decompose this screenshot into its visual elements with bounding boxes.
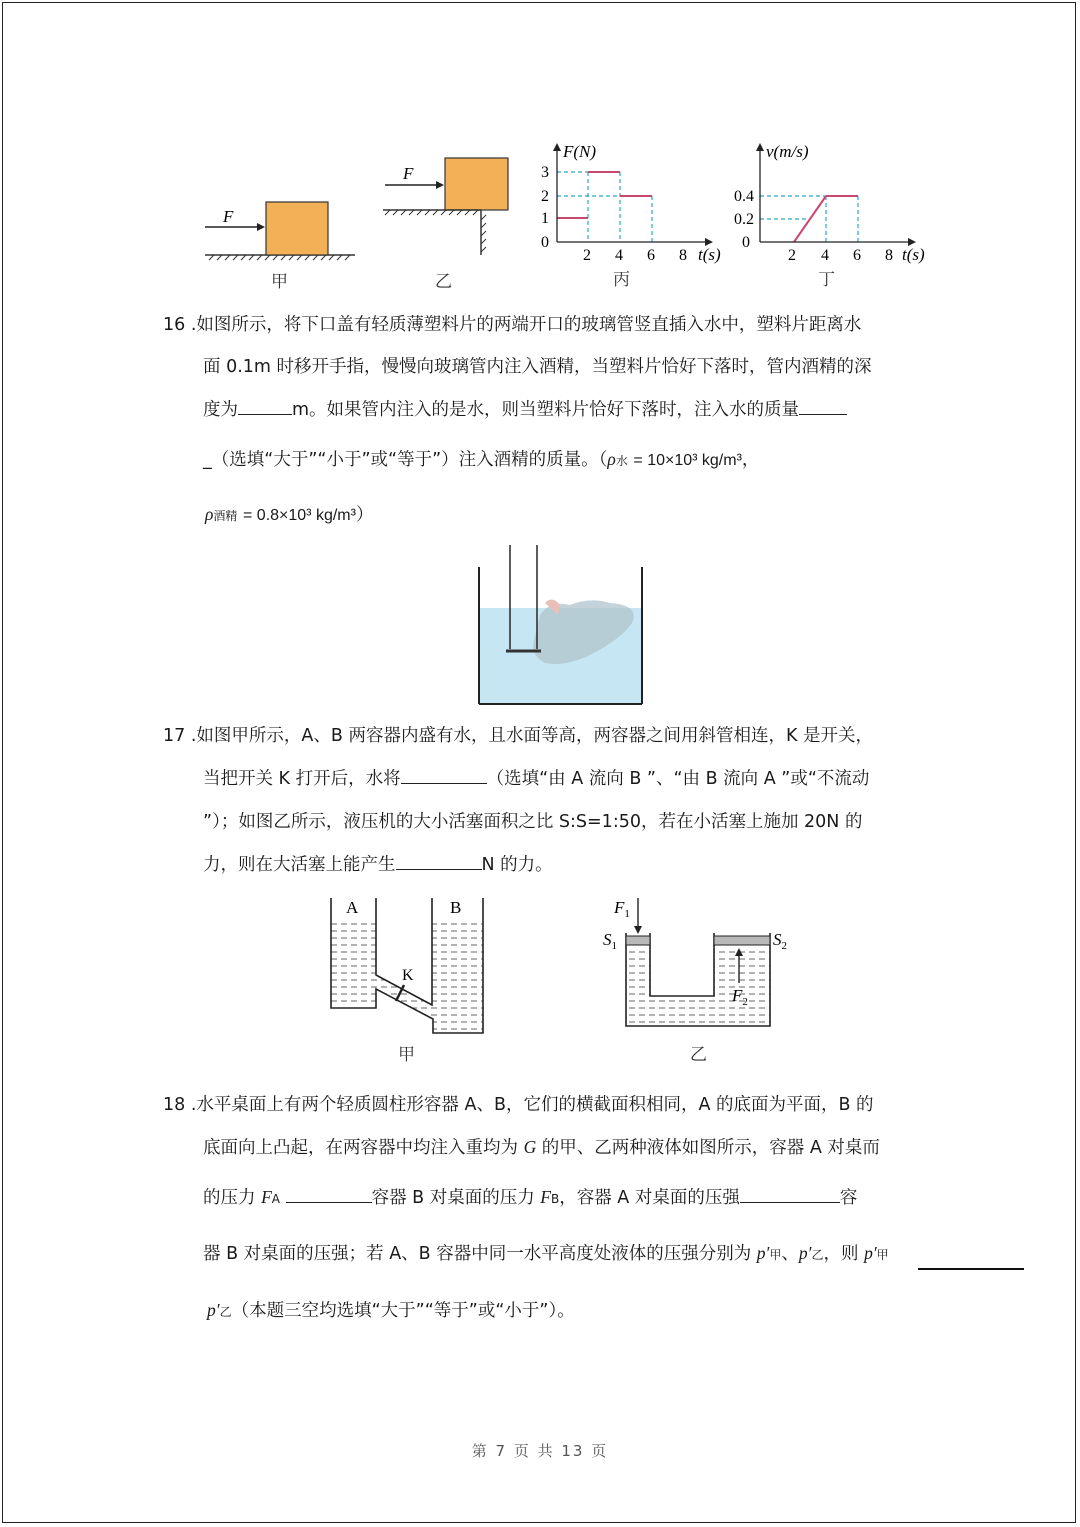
q18-number: 18: [163, 1095, 186, 1115]
figure-q17-jia: [320, 893, 495, 1068]
answer-blank-5[interactable]: [286, 1184, 372, 1203]
answer-blank-7[interactable]: [918, 1268, 1024, 1270]
chart-ding: [732, 135, 937, 295]
f1-label: F: [614, 898, 625, 917]
y-axis-label: v(m/s): [766, 142, 809, 161]
block: [266, 202, 328, 255]
figure-label: 甲: [398, 1045, 415, 1065]
q16-line-4: _（选填“大于”“小于”或“等于”）注入酒精的质量。（ρ水 = 10×10³ kg/m³，: [203, 449, 760, 470]
figure-label: 甲: [271, 272, 288, 292]
q18-line-2: 底面向上凸起，在两容器中均注入重均为 G 的甲、乙两种液体如图所示，容器 A 对桌而: [203, 1137, 880, 1158]
q18-line-1: 18 .水平桌面上有两个轻质圆柱形容器 A、B，它们的横截面积相同，A 的底面为平面，B 的: [163, 1095, 874, 1115]
answer-blank-4[interactable]: [396, 851, 482, 870]
answer-blank-3[interactable]: [401, 765, 487, 784]
q18-line-4: 器 B 对桌面的压强；若 A、B 容器中同一水平高度处液体的压强分别为 p′甲、p′乙，则 p′甲: [203, 1243, 889, 1264]
figure-q16-beaker: [470, 545, 650, 710]
y-tick-0.2: 0.2: [734, 211, 754, 228]
q17-line-3: ”）；如图乙所示，液压机的大小活塞面积之比 S:S=1:50，若在小活塞上施加 20N 的: [203, 812, 863, 832]
block: [445, 158, 508, 210]
x-tick-6: 6: [647, 247, 655, 264]
s1-label: S: [603, 930, 612, 949]
q16-line-3: 度为 m。如果管内注入的是水，则当塑料片恰好下落时，注入水的质量: [203, 396, 847, 421]
force-label: F: [223, 207, 234, 226]
q18-line-3: 的压力 FA 容器 B 对桌面的压力 FB，容器 A 对桌面的压强 容: [203, 1184, 857, 1209]
svg-text:S2: $S_2$: [773, 930, 787, 952]
q16-line-2: 面 0.1m 时移开手指，慢慢向玻璃管内注入酒精，当塑料片恰好下落时，管内酒精的深: [203, 357, 872, 377]
y-tick-1: 1: [541, 210, 549, 227]
y-tick-0.4: 0.4: [734, 188, 754, 205]
x-tick-8: 8: [679, 247, 687, 264]
svg-text:S1: $S_1$: [603, 930, 617, 952]
x-axis-label: t(s): [902, 245, 925, 264]
q17-line-2: 当把开关 K 打开后，水将 （选填“由 A 流向 B ”、“由 B 流向 A ”或“不流动: [203, 765, 869, 790]
x-tick-2: 2: [788, 247, 796, 264]
x-tick-4: 4: [615, 247, 623, 264]
container-a-label: A: [346, 898, 359, 917]
figure-label: 丁: [818, 270, 835, 290]
figure-q17-yi: [598, 893, 798, 1068]
large-piston: [714, 936, 770, 945]
q16-line-1: 16 .如图所示，将下口盖有轻质薄塑料片的两端开口的玻璃管竖直插入水中，塑料片距离水: [163, 315, 862, 335]
figure-label: 乙: [435, 272, 452, 292]
answer-blank-2[interactable]: [799, 396, 847, 415]
s2-label: S: [773, 930, 782, 949]
svg-text:F2: $F_2$: [732, 986, 748, 1008]
x-tick-4: 4: [821, 247, 829, 264]
x-tick-2: 2: [583, 247, 591, 264]
figure-label: 丙: [613, 270, 630, 290]
switch-k-label: K: [402, 967, 414, 984]
q17-line-1: 17 .如图甲所示，A、B 两容器内盛有水，且水面等高，两容器之间用斜管相连，K 是开关，: [163, 726, 873, 746]
figure-label: 乙: [690, 1045, 707, 1065]
answer-blank-1[interactable]: [238, 396, 292, 415]
chart-bing: [535, 135, 735, 295]
answer-blank-6[interactable]: [740, 1184, 840, 1203]
container-b-label: B: [450, 898, 462, 917]
figure-jia: [195, 195, 365, 295]
q18-line-5: p′乙（本题三空均选填“大于”“等于”或“小于”）。: [207, 1300, 575, 1321]
y-tick-3: 3: [541, 164, 549, 181]
svg-text:F1: $F_1$: [614, 898, 630, 920]
y-tick-2: 2: [541, 188, 549, 205]
force-label: F: [403, 164, 414, 183]
x-axis-label: t(s): [698, 245, 721, 264]
y-tick-0: 0: [541, 234, 549, 251]
small-piston: [626, 936, 650, 945]
q17-number: 17: [163, 726, 186, 746]
x-tick-6: 6: [853, 247, 861, 264]
y-tick-0: 0: [742, 234, 750, 251]
y-axis-label: F(N): [563, 142, 597, 161]
q16-number: 16: [163, 315, 186, 335]
x-tick-8: 8: [885, 247, 893, 264]
figure-yi: [375, 150, 515, 295]
page-footer: 第 7 页 共 13 页: [471, 1442, 609, 1460]
q17-line-4: 力，则在大活塞上能产生 N 的力。: [203, 851, 553, 876]
f2-label: F: [732, 986, 743, 1005]
q16-line-5: ρ酒精 = 0.8×10³ kg/m³）: [205, 504, 374, 525]
